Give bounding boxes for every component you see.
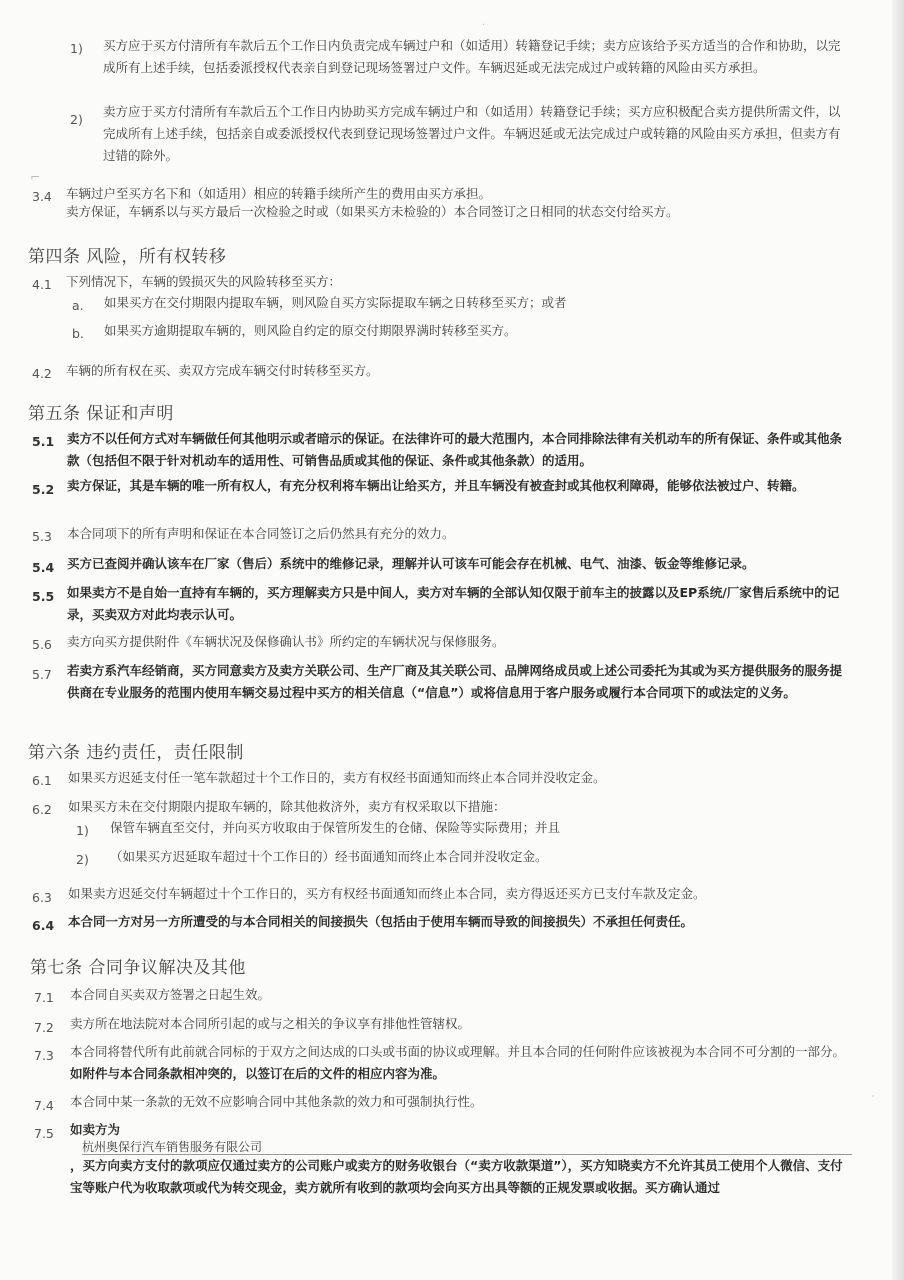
clause-number: 7.5 — [34, 1126, 54, 1141]
clause-4-1: 下列情况下，车辆的毁损灭失的风险转移至买方： — [66, 274, 342, 289]
clause-6-4: 本合同一方对另一方所遭受的与本合同相关的间接损失（包括由于使用车辆而导致的间接损失）不承担任何责任。 — [68, 914, 694, 929]
article-7-heading: 第七条 合同争议解决及其他 — [30, 958, 246, 978]
article-5-heading: 第五条 保证和声明 — [28, 404, 174, 424]
clause-number: 3.4 — [32, 189, 52, 204]
clause-number: 5.5 — [32, 589, 55, 604]
article-6-heading: 第六条 违约责任，责任限制 — [28, 743, 244, 763]
clause-7-4: 本合同中某一条款的无效不应影响合同中其他条款的效力和可强制执行性。 — [70, 1094, 483, 1109]
clause-7-1: 本合同自买卖双方签署之日起生效。 — [70, 987, 271, 1002]
clause-6-2-2: （如果买方迟延取车超过十个工作日的）经书面通知而终止本合同并没收定金。 — [110, 849, 548, 864]
seller-company-name: 杭州奥保行汽车销售服务有限公司 — [82, 1140, 263, 1154]
clause-3-4-cont: 卖方保证，车辆系以与买方最后一次检验之时或（如果买方未检验的）本合同签订之日相同的状态交付给买方。 — [66, 204, 679, 219]
clause-5-3: 本合同项下的所有声明和保证在本合同签订之后仍然具有充分的效力。 — [67, 526, 455, 541]
item-letter: a. — [72, 298, 84, 313]
clause-5-1: 卖方不以任何方式对车辆做任何其他明示或者暗示的保证。在法律许可的最大范围内，本合同排除法律有关机动车的所有保证、条件或其他条款（包括但不限于针对机动车的适用性、可销售品质或其他的保证、条件或其他条款）的适用。 — [67, 431, 843, 468]
clause-number: 5.4 — [32, 560, 55, 575]
clause-6-2: 如果买方未在交付期限内提取车辆的，除其他救济外，卖方有权采取以下措施： — [68, 799, 506, 814]
item-letter: b. — [72, 326, 84, 341]
clause-6-3: 如果卖方迟延交付车辆超过十个工作日的，买方有权经书面通知而终止本合同，卖方得返还买方已支付车款及定金。 — [68, 886, 706, 901]
clause-number: 4.2 — [32, 366, 52, 381]
clause-7-3-bold: 如附件与本合同条款相冲突的，以签订在后的文件的相应内容为准。 — [70, 1066, 446, 1081]
clause-6-1: 如果买方迟延支付任一笔车款超过十个工作日的，卖方有权经书面通知而终止本合同并没收定金。 — [68, 770, 606, 785]
clause-5-7: 若卖方系汽车经销商，买方同意卖方及卖方关联公司、生产厂商及其关联公司、品牌网络成员或上述公司委托为其或为买方提供服务的服务提供商在专业服务的范围内使用车辆交易过程中买方的相关信息（“信息”）或将信息用于客户服务或履行本合同项下的或法定的义务。 — [67, 663, 843, 700]
clause-number: 5.7 — [32, 667, 52, 682]
item-number: 1) — [76, 823, 89, 838]
clause-4-2: 车辆的所有权在买、卖双方完成车辆交付时转移至买方。 — [66, 363, 379, 378]
clause-7-2: 卖方所在地法院对本合同所引起的或与之相关的争议享有排他性管辖权。 — [70, 1016, 471, 1031]
clause-number: 4.1 — [32, 277, 52, 292]
clause-number: 7.1 — [34, 990, 54, 1005]
clause-5-6: 卖方向买方提供附件《车辆状况及保修确认书》所约定的车辆状况与保修服务。 — [67, 634, 505, 649]
clause-4-1-a: 如果买方在交付期限内提取车辆，则风险自买方实际提取车辆之日转移至买方；或者 — [104, 295, 567, 310]
clause-3-4: 车辆过户至买方名下和（如适用）相应的转籍手续所产生的费用由买方承担。 — [66, 186, 492, 201]
clause-7-3-text: 本合同将替代所有此前就合同标的于双方之间达成的口头或书面的协议或理解。并且本合同的任何附件应该被视为本合同不可分割的一部分。 — [70, 1044, 846, 1059]
clause-4-1-b: 如果买方逾期提取车辆的，则风险自约定的原交付期限界满时转移至买方。 — [104, 323, 517, 338]
clause-number: 5.6 — [32, 637, 52, 652]
clause-3-item-2: 卖方应于买方付清所有车款后五个工作日内协助买方完成车辆过户和（如适用）转籍登记手续；买方应积极配合卖方提供所需文件，以完成所有上述手续，包括亲自或委派授权代表到登记现场签署过户文件。车辆迟延或无法完成过户或转籍的风险由买方承担，但卖方有过错的除外。 — [103, 104, 841, 163]
item-number: 1) — [70, 41, 83, 56]
clause-number: 6.4 — [32, 918, 55, 933]
item-number: 2) — [76, 852, 89, 867]
clause-5-5: 如果卖方不是自始一直持有车辆的，买方理解卖方只是中间人，卖方对车辆的全部认知仅限于前车主的披露以及EP系统/厂家售后系统中的记录，买卖双方对此均表示认可。 — [67, 585, 840, 622]
clause-5-2: 卖方保证，其是车辆的唯一所有权人，有充分权利将车辆出让给买方，并且车辆没有被查封或其他权利障碍，能够依法被过户、转籍。 — [67, 478, 805, 493]
clause-number: 5.2 — [32, 482, 55, 497]
clause-number: 6.2 — [32, 802, 52, 817]
clause-number: 7.4 — [34, 1098, 54, 1113]
clause-7-5: ，买方向卖方支付的款项应仅通过卖方的公司账户或卖方的财务收银台（“卖方收款渠道”），买方知晓卖方不允许其员工使用个人微信、支付宝等账户代为收取款项或代为转交现金，卖方就所有收到的款项均会向买方出具等额的正规发票或收据。买方确认通过 — [70, 1158, 843, 1195]
clause-number: 5.1 — [32, 434, 55, 449]
clause-number: 6.3 — [32, 890, 52, 905]
clause-6-2-1: 保管车辆直至交付，并向买方收取由于保管所发生的仓储、保险等实际费用；并且 — [110, 820, 561, 835]
clause-3-item-1: 买方应于买方付清所有车款后五个工作日内负责完成车辆过户和（如适用）转籍登记手续；卖方应该给予买方适当的合作和协助，以完成所有上述手续，包括委派授权代表亲自到登记现场签署过户文件。车辆迟延或无法完成过户或转籍的风险由买方承担。 — [103, 38, 841, 75]
article-4-heading: 第四条 风险，所有权转移 — [28, 247, 227, 267]
clause-number: 5.3 — [32, 529, 52, 544]
clause-number: 6.1 — [32, 773, 52, 788]
clause-7-3 — [70, 1041, 850, 1085]
scan-speck: ′ — [872, 1094, 875, 1105]
scan-speck: · — [482, 20, 486, 31]
page-edge-shadow — [892, 0, 904, 1280]
clause-7-5-lead: 如卖方为 — [70, 1122, 121, 1137]
clause-number: 7.3 — [34, 1048, 54, 1063]
clause-number: 7.2 — [34, 1020, 54, 1035]
clause-5-4: 买方已查阅并确认该车在厂家（售后）系统中的维修记录，理解并认可该车可能会存在机械、电气、油漆、钣金等维修记录。 — [67, 556, 755, 571]
item-number: 2) — [70, 112, 83, 127]
scan-speck: ⌐ — [30, 170, 41, 184]
